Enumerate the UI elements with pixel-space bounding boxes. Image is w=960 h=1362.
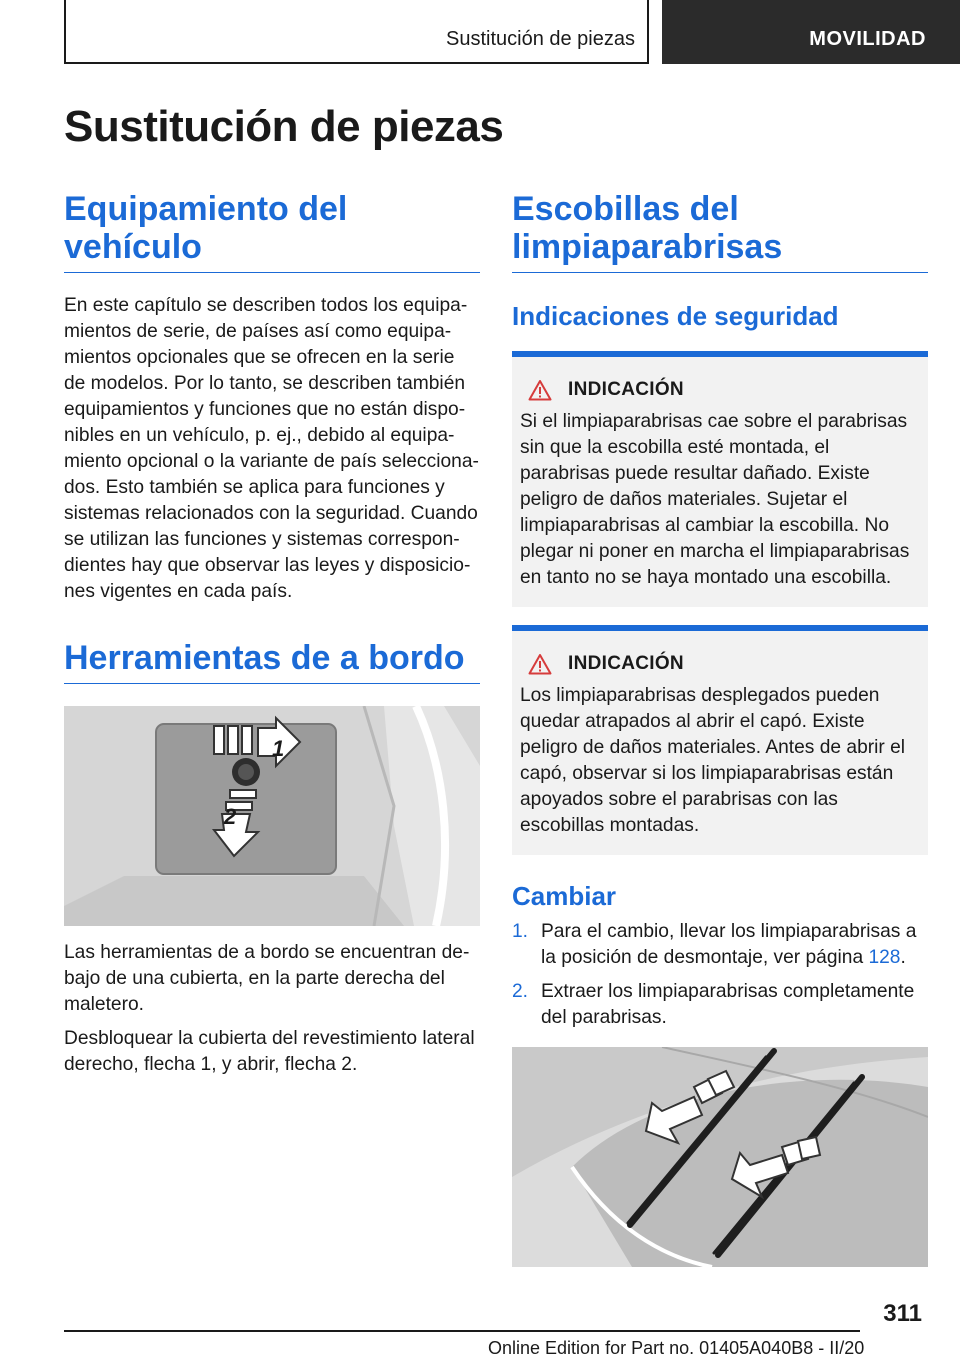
tools-paragraph-2: Desbloquear la cubierta del revestimiento lateral derecho, flecha 1, y abrir, flecha 2. xyxy=(64,1028,475,1075)
page-title: Sustitución de piezas xyxy=(64,102,504,151)
header-section-tab xyxy=(662,0,960,64)
notice-header xyxy=(520,375,920,405)
right-column xyxy=(512,190,928,1267)
safety-heading: Indicaciones de seguridad xyxy=(512,301,839,331)
tools-figure xyxy=(64,706,480,926)
wipers-heading: Escobillas del limpiaparabrisas xyxy=(512,190,928,273)
header-chapter-title: Sustitución de piezas xyxy=(445,28,635,50)
change-heading: Cambiar xyxy=(512,881,617,911)
page-number: 311 xyxy=(883,1300,922,1327)
tools-paragraph-1: Las herramientas de a bordo se encuentran debajo de una cubierta, en la parte derecha del maletero. xyxy=(64,942,470,1015)
tools-heading: Herramientas de a bordo xyxy=(64,639,480,684)
step-text xyxy=(541,919,928,971)
step-number: 1. xyxy=(512,921,529,942)
footer-divider xyxy=(64,1330,860,1332)
step-item xyxy=(512,979,928,1031)
step-text-body: Para el cambio, llevar los limpiaparabrisas a la posición de desmontaje, ver página xyxy=(541,921,917,968)
left-column xyxy=(64,190,480,1078)
page-link[interactable]: 128 xyxy=(868,947,901,968)
notice-text: Los limpiaparabrisas desplegados pueden quedar atrapados al abrir el capó. Existe peligro de daños materiales. Antes de abrir el capó, observar si los limpiaparabrisas están apoyados sobre el parabrisas con las escobillas montadas. xyxy=(520,685,906,836)
wiper-figure xyxy=(512,1047,928,1267)
equipment-heading: Equipamiento del vehículo xyxy=(64,190,480,273)
notice-text: Si el limpiaparabrisas cae sobre el parabrisas sin que la escobilla esté montada, el parabrisas puede resultar dañado. Existe peligro de daños materiales. Sujetar el limpiaparabrisas al cambiar la escobilla. No plegar ni poner en marcha el limpiaparabrisas en tanto no se haya montado una escobilla. xyxy=(520,411,910,588)
equipment-paragraph: En este capítulo se describen todos los equipamientos de serie, de países así como equipamientos opcionales que se ofrecen en la serie de modelos. Por lo tanto, se describen también equipamientos y funciones que no están disponibles en un vehículo, p. ej., debido al equipamiento opcional o la variante de país seleccionados. Esto también se aplica para funciones y sistemas relacionados con la seguridad. Cuando se utilizan las funciones y sistemas correspondientes hay que observar las leyes y disposiciones vigentes en cada país. xyxy=(64,295,479,602)
header-chapter-tab xyxy=(64,0,649,64)
notice-box xyxy=(512,351,928,607)
arrow-1-label: 1 xyxy=(272,736,285,761)
arrow-2-label: 2 xyxy=(224,804,237,829)
trunk-panel-illustration xyxy=(64,706,480,926)
warning-triangle-icon xyxy=(528,379,552,401)
step-text-suffix: . xyxy=(900,947,906,968)
notice-box xyxy=(512,625,928,855)
notice-label: INDICACIÓN xyxy=(568,379,684,400)
header-section-label: MOVILIDAD xyxy=(809,28,926,50)
notice-label: INDICACIÓN xyxy=(568,653,684,674)
wiper-illustration xyxy=(512,1047,928,1267)
footer-edition: Online Edition for Part no. 01405A040B8 - II/20 xyxy=(488,1338,865,1358)
change-steps-list xyxy=(512,919,928,1031)
step-number: 2. xyxy=(512,981,529,1002)
notice-header xyxy=(520,649,920,679)
warning-triangle-icon xyxy=(528,653,552,675)
step-item xyxy=(512,919,928,971)
step-text: Extraer los limpiaparabrisas completamente del parabrisas. xyxy=(541,981,915,1028)
